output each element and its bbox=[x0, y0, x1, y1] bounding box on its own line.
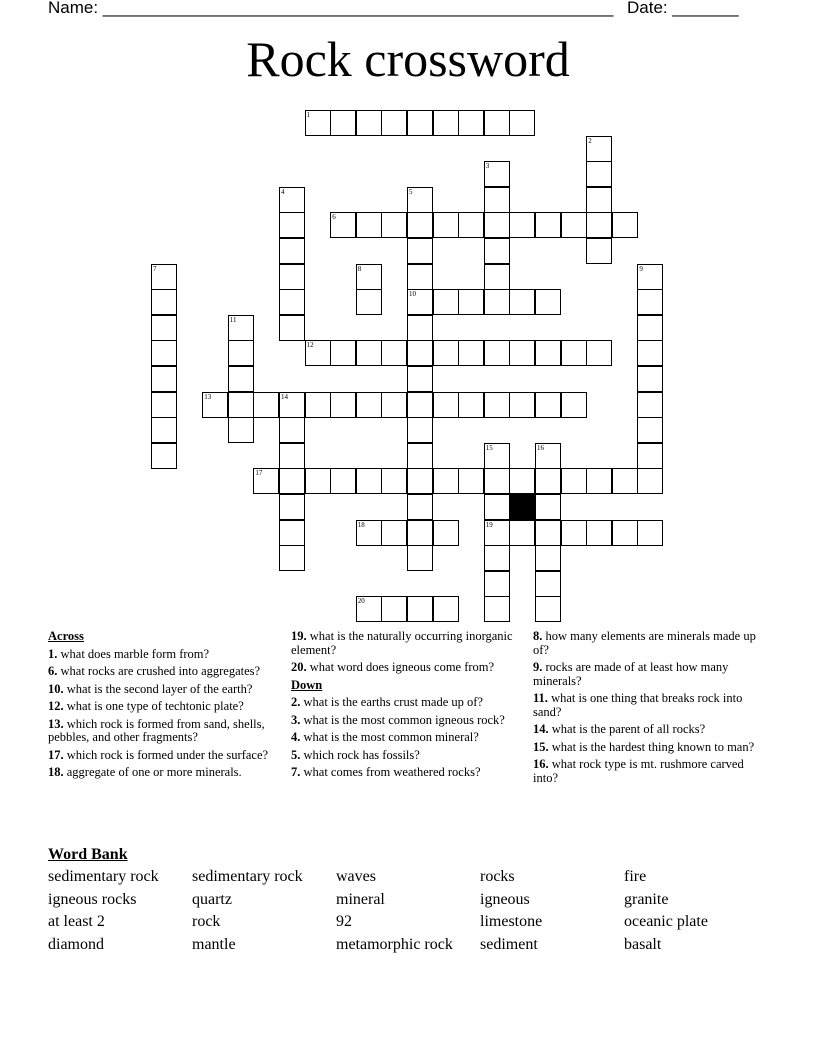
answer-cell[interactable] bbox=[637, 366, 663, 392]
clue-number-label: 10. bbox=[48, 681, 64, 696]
answer-cell[interactable] bbox=[561, 468, 587, 494]
answer-cell[interactable] bbox=[586, 136, 612, 162]
clue-number-label: 6. bbox=[48, 664, 58, 678]
answer-cell[interactable] bbox=[484, 520, 510, 546]
answer-cell[interactable] bbox=[407, 289, 433, 315]
clue-number: 1 bbox=[306, 111, 311, 119]
answer-cell[interactable] bbox=[151, 392, 177, 418]
clue-number: 16 bbox=[537, 443, 544, 452]
answer-cell[interactable] bbox=[484, 571, 510, 597]
down-heading: Down bbox=[291, 677, 323, 692]
answer-cell[interactable] bbox=[279, 520, 305, 546]
answer-cell[interactable] bbox=[561, 340, 587, 366]
answer-cell[interactable] bbox=[381, 468, 407, 494]
answer-cell[interactable] bbox=[484, 187, 510, 213]
answer-cell[interactable] bbox=[330, 110, 356, 136]
clue-text: which rock is formed under the surface? bbox=[66, 747, 269, 762]
clue-number-label: 11. bbox=[533, 691, 548, 705]
clues-column-1 bbox=[48, 630, 276, 784]
clue-number: 12 bbox=[306, 341, 314, 350]
clue-item bbox=[291, 661, 519, 675]
answer-cell[interactable] bbox=[458, 110, 484, 136]
word-bank-title: Word Bank bbox=[48, 846, 128, 863]
answer-cell[interactable] bbox=[586, 187, 612, 213]
clue-number-label: 5. bbox=[291, 747, 301, 762]
answer-cell[interactable] bbox=[381, 392, 407, 418]
clue-number: 5 bbox=[409, 187, 413, 196]
clue-item bbox=[533, 723, 761, 737]
clue-item bbox=[533, 758, 761, 785]
answer-cell[interactable] bbox=[433, 468, 459, 494]
answer-cell[interactable] bbox=[356, 289, 382, 315]
answer-cell[interactable] bbox=[535, 520, 561, 546]
answer-cell[interactable] bbox=[356, 468, 382, 494]
answer-cell[interactable] bbox=[253, 468, 279, 494]
word-bank-row bbox=[48, 913, 768, 936]
answer-cell[interactable] bbox=[535, 571, 561, 597]
clue-number-label: 19. bbox=[291, 629, 307, 643]
word-bank-word: mineral bbox=[336, 890, 385, 908]
clue-number-label: 4. bbox=[291, 730, 301, 744]
clue-item bbox=[48, 648, 276, 662]
clue-item bbox=[48, 718, 276, 745]
answer-cell[interactable] bbox=[637, 468, 663, 494]
clues-column-3 bbox=[533, 630, 761, 789]
answer-cell[interactable] bbox=[228, 392, 254, 418]
clue-number: 18 bbox=[357, 520, 365, 529]
answer-cell[interactable] bbox=[407, 264, 433, 290]
answer-cell[interactable] bbox=[356, 264, 382, 290]
answer-cell[interactable] bbox=[458, 468, 484, 494]
clue-item bbox=[291, 731, 519, 745]
answer-cell[interactable] bbox=[356, 520, 382, 546]
answer-cell[interactable] bbox=[279, 289, 305, 315]
clue-number: 7 bbox=[153, 264, 157, 273]
answer-cell[interactable] bbox=[407, 366, 433, 392]
clue-number: 9 bbox=[639, 264, 643, 273]
clue-number-label: 1. bbox=[48, 646, 58, 661]
clue-text: what is the hardest thing known to man? bbox=[551, 739, 755, 754]
answer-cell[interactable] bbox=[535, 212, 561, 238]
clue-number: 13 bbox=[204, 392, 212, 401]
answer-cell[interactable] bbox=[586, 161, 612, 187]
clue-number: 8 bbox=[357, 264, 362, 273]
answer-cell[interactable] bbox=[356, 340, 382, 366]
answer-cell[interactable] bbox=[561, 212, 587, 238]
answer-cell[interactable] bbox=[279, 315, 305, 341]
answer-cell[interactable] bbox=[407, 315, 433, 341]
answer-cell[interactable] bbox=[484, 264, 510, 290]
answer-cell[interactable] bbox=[279, 264, 305, 290]
answer-cell[interactable] bbox=[356, 110, 382, 136]
clue-number: 14 bbox=[281, 392, 288, 401]
answer-cell[interactable] bbox=[228, 315, 254, 341]
clue-text: what rock type is mt. rushmore carved into? bbox=[533, 757, 744, 785]
answer-cell[interactable] bbox=[279, 238, 305, 264]
word-bank-row bbox=[48, 868, 768, 891]
clue-number-label: 16. bbox=[533, 757, 549, 771]
word-bank-word: at least 2 bbox=[48, 913, 105, 931]
clue-text: which rock has fossils? bbox=[303, 747, 420, 762]
word-bank-word: granite bbox=[624, 890, 669, 908]
answer-cell[interactable] bbox=[509, 340, 535, 366]
answer-cell[interactable] bbox=[637, 315, 663, 341]
clues-column-2 bbox=[291, 630, 519, 784]
answer-cell[interactable] bbox=[484, 468, 510, 494]
answer-cell[interactable] bbox=[151, 264, 177, 290]
answer-cell[interactable] bbox=[535, 545, 561, 571]
answer-cell[interactable] bbox=[433, 596, 459, 622]
answer-cell[interactable] bbox=[637, 264, 663, 290]
word-bank-word: sedimentary rock bbox=[48, 868, 159, 885]
clue-number: 2 bbox=[588, 136, 592, 145]
answer-cell[interactable] bbox=[407, 212, 433, 238]
answer-cell[interactable] bbox=[356, 212, 382, 238]
clue-item bbox=[291, 696, 519, 710]
answer-cell[interactable] bbox=[637, 392, 663, 418]
answer-cell[interactable] bbox=[433, 212, 459, 238]
answer-cell[interactable] bbox=[484, 596, 510, 622]
answer-cell[interactable] bbox=[509, 110, 535, 136]
word-bank-row bbox=[48, 936, 768, 959]
answer-cell[interactable] bbox=[586, 340, 612, 366]
clue-number-label: 7. bbox=[291, 765, 301, 779]
answer-cell[interactable] bbox=[509, 392, 535, 418]
answer-cell[interactable] bbox=[407, 110, 433, 136]
answer-cell[interactable] bbox=[484, 289, 510, 315]
answer-cell[interactable] bbox=[612, 520, 638, 546]
answer-cell[interactable] bbox=[407, 340, 433, 366]
clue-text: what comes from weathered rocks? bbox=[303, 765, 481, 779]
answer-cell[interactable] bbox=[484, 443, 510, 469]
answer-cell[interactable] bbox=[586, 520, 612, 546]
answer-cell[interactable] bbox=[484, 161, 510, 187]
answer-cell[interactable] bbox=[381, 212, 407, 238]
answer-cell[interactable] bbox=[279, 212, 305, 238]
clue-number-label: 14. bbox=[533, 722, 549, 736]
answer-cell[interactable] bbox=[535, 443, 561, 469]
answer-cell[interactable] bbox=[458, 212, 484, 238]
clue-item bbox=[48, 683, 276, 697]
answer-cell[interactable] bbox=[151, 443, 177, 469]
answer-cell[interactable] bbox=[637, 417, 663, 443]
answer-cell[interactable] bbox=[279, 417, 305, 443]
clue-number: 4 bbox=[281, 187, 285, 196]
answer-cell[interactable] bbox=[330, 392, 356, 418]
clue-item bbox=[291, 766, 519, 780]
answer-cell[interactable] bbox=[433, 520, 459, 546]
clue-text: aggregate of one or more minerals. bbox=[66, 765, 242, 779]
answer-cell[interactable] bbox=[612, 468, 638, 494]
word-bank-word: rocks bbox=[480, 868, 515, 885]
across-heading: Across bbox=[48, 629, 84, 643]
clue-text: what does marble form from? bbox=[60, 646, 210, 661]
clue-number-label: 13. bbox=[48, 716, 64, 731]
clue-text: what rocks are crushed into aggregates? bbox=[60, 664, 261, 678]
answer-cell[interactable] bbox=[279, 468, 305, 494]
answer-cell[interactable] bbox=[612, 212, 638, 238]
word-bank bbox=[48, 868, 768, 959]
clue-number: 10 bbox=[409, 290, 416, 299]
clue-item bbox=[291, 749, 519, 763]
word-bank-word: limestone bbox=[480, 913, 543, 931]
answer-cell[interactable] bbox=[228, 366, 254, 392]
clue-text: what is the most common igneous rock? bbox=[303, 712, 505, 727]
word-bank-word: waves bbox=[336, 868, 376, 885]
answer-cell[interactable] bbox=[586, 468, 612, 494]
word-bank-word: sediment bbox=[480, 936, 538, 954]
answer-cell[interactable] bbox=[407, 494, 433, 520]
clue-number: 20 bbox=[357, 597, 365, 606]
clue-number: 19 bbox=[485, 520, 493, 529]
answer-cell[interactable] bbox=[305, 110, 331, 136]
clue-number-label: 2. bbox=[291, 695, 301, 709]
answer-cell[interactable] bbox=[484, 238, 510, 264]
answer-cell[interactable] bbox=[151, 315, 177, 341]
answer-cell[interactable] bbox=[637, 289, 663, 315]
answer-cell[interactable] bbox=[407, 520, 433, 546]
answer-cell[interactable] bbox=[381, 110, 407, 136]
answer-cell[interactable] bbox=[484, 545, 510, 571]
answer-cell[interactable] bbox=[509, 212, 535, 238]
answer-cell[interactable] bbox=[381, 520, 407, 546]
word-bank-word: mantle bbox=[192, 936, 236, 954]
answer-cell[interactable] bbox=[279, 443, 305, 469]
clue-text: rocks are made of at least how many minerals? bbox=[533, 660, 729, 688]
answer-cell[interactable] bbox=[509, 520, 535, 546]
answer-cell[interactable] bbox=[279, 392, 305, 418]
answer-cell[interactable] bbox=[330, 468, 356, 494]
page-title: Rock crossword bbox=[246, 31, 570, 87]
word-bank-word: fire bbox=[624, 868, 647, 885]
clue-number-label: 18. bbox=[48, 765, 64, 779]
clue-number-label: 15. bbox=[533, 739, 549, 754]
answer-cell[interactable] bbox=[356, 392, 382, 418]
answer-cell[interactable] bbox=[151, 417, 177, 443]
clue-text: what is the second layer of the earth? bbox=[66, 681, 253, 696]
answer-cell[interactable] bbox=[330, 212, 356, 238]
clue-text: what is the earths crust made up of? bbox=[303, 695, 483, 709]
answer-cell[interactable] bbox=[509, 289, 535, 315]
word-bank-word: rock bbox=[192, 913, 221, 931]
answer-cell[interactable] bbox=[561, 520, 587, 546]
answer-cell[interactable] bbox=[228, 417, 254, 443]
clue-text: what is one type of techtonic plate? bbox=[66, 699, 244, 713]
word-bank-word: quartz bbox=[192, 890, 232, 908]
answer-cell[interactable] bbox=[484, 212, 510, 238]
answer-cell[interactable] bbox=[407, 417, 433, 443]
answer-cell[interactable] bbox=[637, 520, 663, 546]
clue-number: 17 bbox=[255, 469, 263, 478]
clue-number: 15 bbox=[485, 443, 493, 452]
answer-cell[interactable] bbox=[253, 392, 279, 418]
answer-cell[interactable] bbox=[535, 340, 561, 366]
answer-cell[interactable] bbox=[202, 392, 228, 418]
answer-cell[interactable] bbox=[407, 468, 433, 494]
answer-cell[interactable] bbox=[433, 110, 459, 136]
answer-cell[interactable] bbox=[535, 494, 561, 520]
clue-item bbox=[291, 714, 519, 728]
word-bank-word: sedimentary rock bbox=[192, 868, 303, 885]
clue-number: 11 bbox=[229, 315, 237, 324]
answer-cell[interactable] bbox=[509, 468, 535, 494]
answer-cell[interactable] bbox=[458, 340, 484, 366]
answer-cell[interactable] bbox=[433, 392, 459, 418]
clue-text: what is the parent of all rocks? bbox=[551, 722, 706, 736]
word-bank-word: igneous rocks bbox=[48, 890, 137, 908]
clue-number-label: 20. bbox=[291, 660, 307, 674]
word-bank-word: 92 bbox=[336, 913, 352, 931]
answer-cell[interactable] bbox=[305, 468, 331, 494]
answer-cell[interactable] bbox=[484, 110, 510, 136]
word-bank-word: metamorphic rock bbox=[336, 936, 453, 954]
clue-item bbox=[48, 749, 276, 763]
clue-item bbox=[48, 700, 276, 714]
answer-cell[interactable] bbox=[279, 187, 305, 213]
clue-text: what is the most common mineral? bbox=[303, 730, 479, 744]
answer-cell[interactable] bbox=[637, 443, 663, 469]
answer-cell[interactable] bbox=[561, 392, 587, 418]
answer-cell[interactable] bbox=[381, 340, 407, 366]
clue-number-label: 8. bbox=[533, 629, 543, 643]
answer-cell[interactable] bbox=[458, 289, 484, 315]
answer-cell[interactable] bbox=[535, 392, 561, 418]
answer-cell[interactable] bbox=[407, 596, 433, 622]
answer-cell[interactable] bbox=[407, 545, 433, 571]
answer-cell[interactable] bbox=[407, 187, 433, 213]
word-bank-word: diamond bbox=[48, 936, 104, 954]
answer-cell[interactable] bbox=[228, 340, 254, 366]
clue-number: 3 bbox=[485, 162, 490, 171]
answer-cell[interactable] bbox=[279, 494, 305, 520]
answer-cell[interactable] bbox=[586, 238, 612, 264]
clue-number-label: 3. bbox=[291, 712, 301, 727]
clue-text: how many elements are minerals made up of? bbox=[533, 629, 756, 657]
answer-cell[interactable] bbox=[151, 340, 177, 366]
answer-cell[interactable] bbox=[330, 340, 356, 366]
clue-text: what is one thing that breaks rock into sand? bbox=[533, 691, 743, 719]
answer-cell[interactable] bbox=[535, 289, 561, 315]
name-field-label: Name: ______________________________________________________ bbox=[48, 0, 614, 17]
answer-cell[interactable] bbox=[433, 289, 459, 315]
word-bank-word: oceanic plate bbox=[624, 913, 708, 931]
answer-cell[interactable] bbox=[356, 596, 382, 622]
answer-cell[interactable] bbox=[151, 366, 177, 392]
answer-cell[interactable] bbox=[407, 443, 433, 469]
answer-cell[interactable] bbox=[586, 212, 612, 238]
clue-number-label: 9. bbox=[533, 660, 543, 674]
answer-cell[interactable] bbox=[484, 392, 510, 418]
answer-cell[interactable] bbox=[407, 392, 433, 418]
answer-cell[interactable] bbox=[305, 392, 331, 418]
clue-item bbox=[533, 692, 761, 719]
black-square bbox=[509, 494, 535, 520]
clue-text: which rock is formed from sand, shells, pebbles, and other fragments? bbox=[48, 716, 265, 744]
clue-item bbox=[533, 661, 761, 688]
clue-number-label: 17. bbox=[48, 747, 64, 762]
clue-item bbox=[48, 665, 276, 679]
answer-cell[interactable] bbox=[279, 545, 305, 571]
answer-cell[interactable] bbox=[305, 340, 331, 366]
clue-item bbox=[291, 630, 519, 657]
word-bank-row bbox=[48, 891, 768, 914]
word-bank-word: basalt bbox=[624, 936, 662, 954]
clue-item bbox=[533, 630, 761, 657]
clue-item bbox=[533, 741, 761, 755]
answer-cell[interactable] bbox=[151, 289, 177, 315]
clue-text: what is the naturally occurring inorganic element? bbox=[291, 629, 513, 657]
clue-number: 6 bbox=[332, 213, 336, 222]
answer-cell[interactable] bbox=[535, 596, 561, 622]
answer-cell[interactable] bbox=[484, 494, 510, 520]
clue-item bbox=[48, 766, 276, 780]
answer-cell[interactable] bbox=[458, 392, 484, 418]
answer-cell[interactable] bbox=[484, 340, 510, 366]
answer-cell[interactable] bbox=[637, 340, 663, 366]
answer-cell[interactable] bbox=[433, 340, 459, 366]
answer-cell[interactable] bbox=[407, 238, 433, 264]
clue-text: what word does igneous come from? bbox=[309, 660, 495, 674]
word-bank-word: igneous bbox=[480, 890, 530, 908]
date-field-label: Date: _______ bbox=[627, 0, 739, 17]
answer-cell[interactable] bbox=[381, 596, 407, 622]
clue-number-label: 12. bbox=[48, 699, 64, 713]
answer-cell[interactable] bbox=[535, 468, 561, 494]
